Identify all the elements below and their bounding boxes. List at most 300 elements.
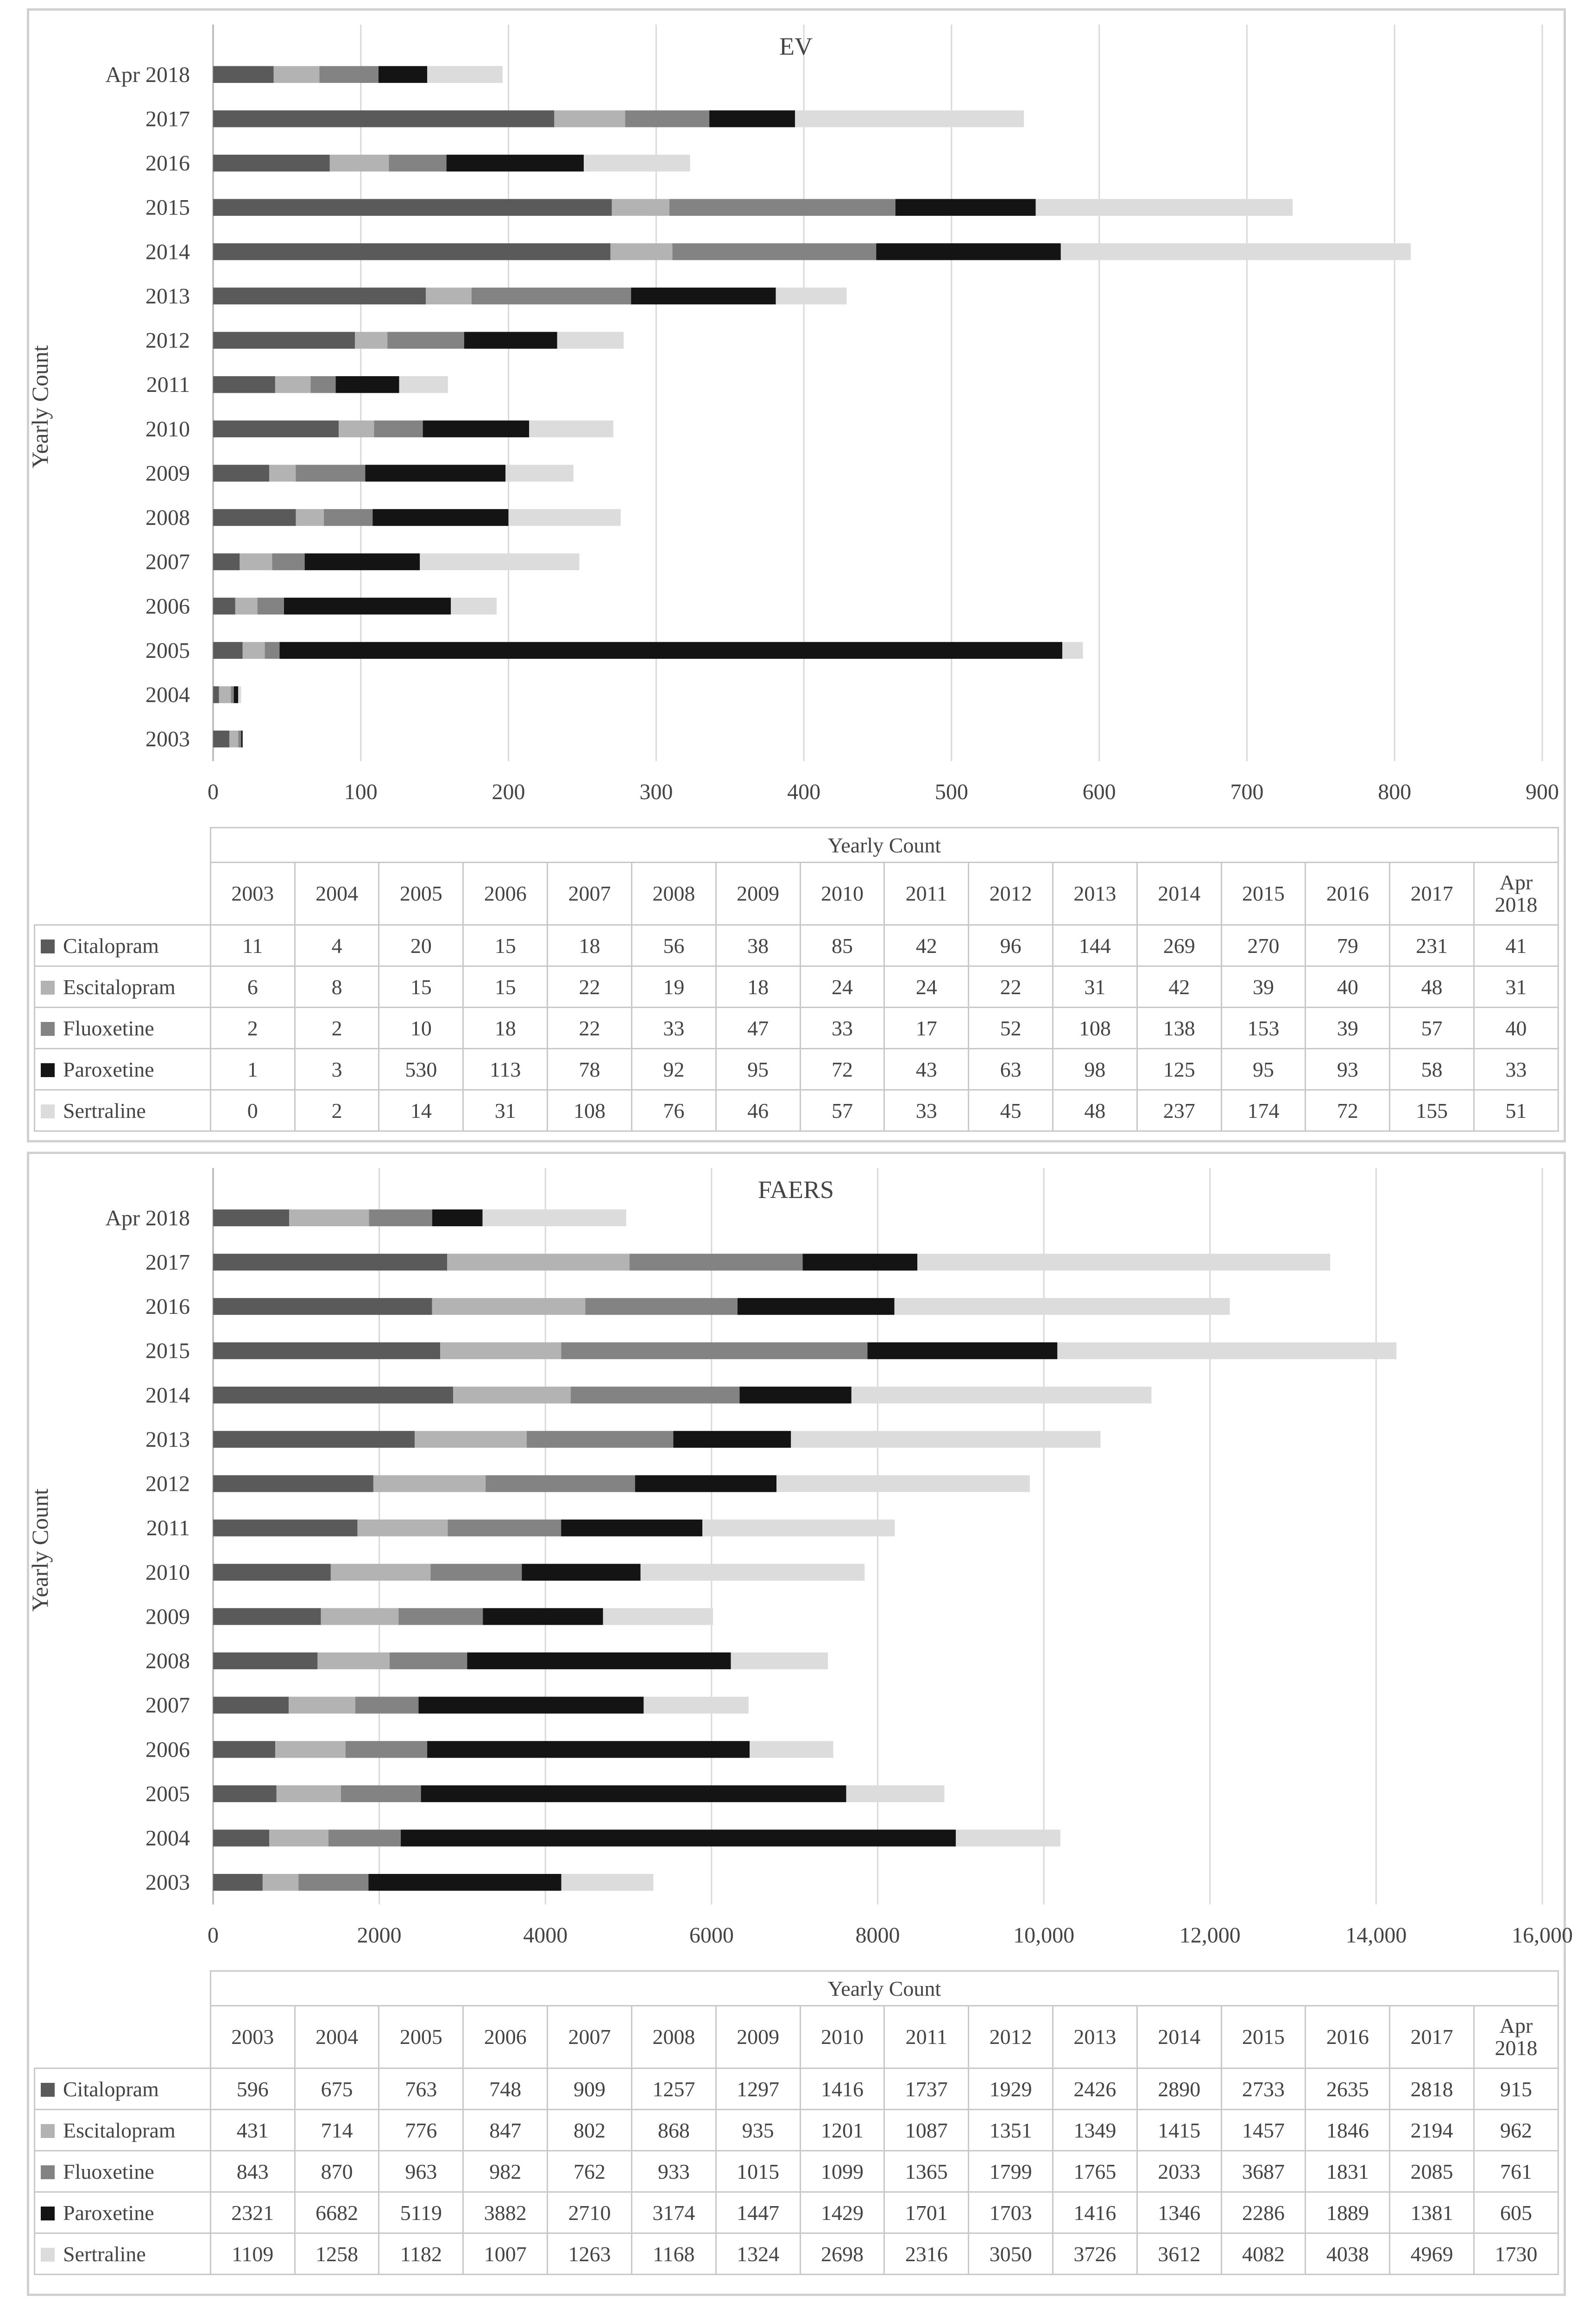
faers-table-caption: Yearly Count (210, 1971, 1558, 2006)
ev-table-cell: 33 (631, 1008, 716, 1049)
ev-table-cell: 231 (1390, 925, 1474, 966)
faers-table-cell: 2286 (1221, 2192, 1306, 2233)
ev-table-cell: 72 (1306, 1090, 1390, 1131)
ev-table-cell: 45 (969, 1090, 1053, 1131)
faers-bar-sertraline-2011 (702, 1520, 895, 1536)
ev-table-cell: 2 (295, 1090, 379, 1131)
faers-bar-escitalopram-2007 (289, 1697, 355, 1714)
ev-bar-citalopram-2007 (213, 554, 240, 570)
ev-bar-paroxetine-2015 (896, 199, 1036, 216)
ev-table-cell: 14 (379, 1090, 463, 1131)
ev-bar-paroxetine-2013 (631, 288, 776, 304)
faers-table-cell: 1168 (631, 2233, 716, 2275)
faers-bar-escitalopram-2016 (432, 1298, 585, 1315)
faers-series-name: Citalopram (63, 2077, 159, 2101)
faers-category-label: 2011 (146, 1516, 190, 1541)
ev-bar-sertraline-2015 (1036, 199, 1293, 216)
faers-table-corner (35, 2006, 211, 2068)
faers-table-cell: 1324 (716, 2233, 800, 2275)
ev-series-label-fluoxetine (35, 1008, 211, 1049)
ev-bar-sertraline-2007 (420, 554, 579, 570)
ev-bar-paroxetine-2010 (423, 421, 530, 437)
faers-bar-sertraline-2007 (643, 1697, 748, 1714)
faers-category-label: 2017 (145, 1250, 190, 1275)
faers-table-cell: 1346 (1137, 2192, 1221, 2233)
faers-table-year-header: 2009 (716, 2006, 800, 2068)
ev-table-cell: 98 (1053, 1049, 1137, 1090)
ev-bar-escitalopram-2011 (275, 376, 311, 393)
faers-series-label-escitalopram (35, 2110, 211, 2151)
ev-bar-citalopram-2015 (213, 199, 612, 216)
faers-table-cell: 2635 (1306, 2068, 1390, 2110)
faers-bar-paroxetine-2010 (522, 1564, 640, 1581)
faers-category-label: 2013 (145, 1427, 190, 1452)
faers-table-cell: 802 (548, 2110, 632, 2151)
ev-bar-fluoxetine-2005 (265, 642, 280, 659)
faers-bar-sertraline-2013 (791, 1431, 1100, 1448)
ev-table-cell: 108 (548, 1090, 632, 1131)
ev-x-tick-label: 600 (1082, 780, 1116, 804)
faers-table-cell: 1007 (463, 2233, 548, 2275)
ev-category-label: 2010 (145, 416, 190, 441)
ev-bar-fluoxetine-2007 (272, 554, 305, 570)
faers-table-cell: 2194 (1390, 2110, 1474, 2151)
ev-bar-sertraline-2005 (1062, 642, 1083, 659)
faers-bar-escitalopram-2017 (447, 1254, 629, 1270)
faers-table-year-header: 2016 (1306, 2006, 1390, 2068)
ev-category-label: 2006 (145, 594, 190, 619)
faers-x-tick-label: 2000 (357, 1923, 402, 1948)
ev-bar-citalopram-2003 (213, 731, 229, 747)
faers-bar-fluoxetine-apr-2018 (369, 1210, 432, 1226)
faers-table-cell: 2033 (1137, 2151, 1221, 2192)
faers-table-cell: 605 (1474, 2192, 1558, 2233)
faers-bar-escitalopram-2011 (357, 1520, 448, 1536)
ev-table-cell: 48 (1053, 1090, 1137, 1131)
ev-table-cell: 24 (884, 966, 969, 1008)
ev-x-tick-label: 800 (1378, 780, 1412, 804)
faers-bar-paroxetine-2011 (561, 1520, 702, 1536)
ev-series-name: Sertraline (63, 1098, 146, 1122)
ev-table-year-header: 2017 (1390, 863, 1474, 925)
faers-bar-sertraline-2006 (750, 1741, 833, 1758)
ev-bar-fluoxetine-2003 (238, 731, 241, 747)
ev-table-cell: 15 (379, 966, 463, 1008)
ev-bar-fluoxetine-2014 (672, 243, 876, 260)
faers-x-tick-label: 4000 (523, 1923, 568, 1948)
faers-stacked-bar-chart (27, 1154, 1573, 1974)
faers-table-cell: 3882 (463, 2192, 548, 2233)
ev-table-cell: 41 (1474, 925, 1558, 966)
faers-category-label: 2006 (145, 1737, 190, 1762)
ev-category-label: 2016 (145, 151, 190, 176)
ev-table-cell: 15 (463, 925, 548, 966)
faers-table-cell: 2890 (1137, 2068, 1221, 2110)
ev-category-label: 2008 (145, 505, 190, 530)
ev-bar-citalopram-2012 (213, 332, 355, 348)
ev-legend-swatch-escitalopram (41, 981, 55, 995)
faers-bar-citalopram-2010 (213, 1564, 331, 1581)
ev-bar-paroxetine-apr-2018 (378, 66, 427, 83)
ev-table-cell: 18 (548, 925, 632, 966)
faers-bar-fluoxetine-2017 (630, 1254, 803, 1270)
faers-bar-paroxetine-2015 (867, 1343, 1057, 1359)
faers-bar-escitalopram-2009 (321, 1608, 399, 1625)
ev-bar-citalopram-2009 (213, 465, 269, 481)
ev-series-name: Escitalopram (63, 975, 176, 999)
ev-bar-escitalopram-2012 (355, 332, 387, 348)
faers-table-row-fluoxetine (35, 2151, 1558, 2192)
faers-table-cell: 1416 (1053, 2192, 1137, 2233)
ev-bar-paroxetine-2005 (279, 642, 1062, 659)
faers-table-year-header: 2007 (548, 2006, 632, 2068)
ev-category-label: 2007 (145, 549, 190, 574)
faers-table-cell: 1087 (884, 2110, 969, 2151)
ev-stacked-bar-chart (29, 11, 1564, 831)
ev-table-cell: 43 (884, 1049, 969, 1090)
ev-bar-citalopram-apr-2018 (213, 66, 274, 83)
faers-bar-paroxetine-2004 (401, 1829, 956, 1846)
faers-bar-fluoxetine-2010 (430, 1564, 522, 1581)
ev-category-label: 2005 (145, 638, 190, 663)
faers-table-cell: 1099 (800, 2151, 884, 2192)
ev-table-cell: 8 (295, 966, 379, 1008)
faers-table-year-header: 2015 (1221, 2006, 1306, 2068)
faers-bar-citalopram-apr-2018 (213, 1210, 289, 1226)
ev-y-axis-title: Yearly Count (27, 345, 53, 468)
faers-table-cell: 2698 (800, 2233, 884, 2275)
ev-table-year-header: 2015 (1221, 863, 1306, 925)
faers-chart-title: FAERS (757, 1176, 834, 1204)
faers-bar-sertraline-2016 (895, 1298, 1230, 1315)
faers-table-cell: 1831 (1306, 2151, 1390, 2192)
ev-category-label: 2012 (145, 328, 190, 353)
faers-category-label: 2007 (145, 1693, 190, 1718)
ev-table-cell: 33 (800, 1008, 884, 1049)
faers-table-cell: 2316 (884, 2233, 969, 2275)
ev-bar-citalopram-2016 (213, 155, 330, 171)
faers-y-axis-title: Yearly Count (27, 1488, 53, 1612)
faers-category-label: 2010 (145, 1560, 190, 1585)
ev-table-cell: 18 (463, 1008, 548, 1049)
faers-bar-escitalopram-2006 (275, 1741, 346, 1758)
ev-legend-swatch-sertraline (41, 1104, 55, 1118)
faers-table-cell: 1737 (884, 2068, 969, 2110)
ev-bar-citalopram-2008 (213, 509, 296, 526)
faers-table-cell: 1846 (1306, 2110, 1390, 2151)
ev-category-label: 2017 (145, 107, 190, 132)
faers-table-row-sertraline (35, 2233, 1558, 2275)
ev-table-cell: 11 (210, 925, 295, 966)
ev-x-tick-label: 100 (344, 780, 378, 804)
faers-legend-swatch-sertraline (41, 2248, 55, 2262)
faers-category-label: 2004 (145, 1826, 190, 1851)
faers-table-row-escitalopram (35, 2110, 1558, 2151)
faers-table-cell: 1365 (884, 2151, 969, 2192)
faers-table-cell: 915 (1474, 2068, 1558, 2110)
ev-table-cell: 155 (1390, 1090, 1474, 1131)
ev-table-cell: 31 (1053, 966, 1137, 1008)
ev-table-cell: 52 (969, 1008, 1053, 1049)
ev-bar-paroxetine-2014 (876, 243, 1060, 260)
ev-table-year-header: 2009 (716, 863, 800, 925)
faers-table-year-header: 2012 (969, 2006, 1053, 2068)
ev-table-cell: 270 (1221, 925, 1306, 966)
ev-bar-sertraline-2012 (557, 332, 624, 348)
ev-bar-fluoxetine-2006 (258, 598, 284, 614)
faers-bar-sertraline-2009 (603, 1608, 713, 1625)
ev-table-cell: 79 (1306, 925, 1390, 966)
ev-bar-fluoxetine-2010 (374, 421, 423, 437)
ev-bar-paroxetine-2003 (241, 731, 243, 747)
faers-legend-swatch-citalopram (41, 2083, 55, 2097)
ev-table-cell: 22 (969, 966, 1053, 1008)
faers-bar-sertraline-2012 (776, 1475, 1030, 1492)
ev-category-label: 2009 (145, 461, 190, 486)
faers-table-cell: 1730 (1474, 2233, 1558, 2275)
faers-table-year-header: 2011 (884, 2006, 969, 2068)
ev-bar-citalopram-2014 (213, 243, 611, 260)
ev-table-cell: 4 (295, 925, 379, 966)
faers-table-cell: 963 (379, 2151, 463, 2192)
faers-bar-paroxetine-2007 (418, 1697, 643, 1714)
ev-series-label-sertraline (35, 1090, 211, 1131)
faers-table-cell: 1457 (1221, 2110, 1306, 2151)
ev-bar-fluoxetine-2012 (387, 332, 464, 348)
ev-table-year-header: 2008 (631, 863, 716, 925)
ev-bar-citalopram-2013 (213, 288, 426, 304)
ev-bar-escitalopram-2003 (229, 731, 238, 747)
faers-table-cell: 870 (295, 2151, 379, 2192)
ev-bar-paroxetine-2006 (284, 598, 451, 614)
faers-x-tick-label: 0 (208, 1923, 219, 1948)
faers-bar-fluoxetine-2009 (398, 1608, 483, 1625)
faers-table-cell: 1381 (1390, 2192, 1474, 2233)
faers-bar-fluoxetine-2013 (527, 1431, 673, 1448)
ev-table-cell: 40 (1474, 1008, 1558, 1049)
ev-series-label-escitalopram (35, 966, 211, 1008)
ev-table-cell: 108 (1053, 1008, 1137, 1049)
ev-bar-sertraline-2006 (451, 598, 497, 614)
faers-table-year-header: 2004 (295, 2006, 379, 2068)
ev-bar-sertraline-2009 (505, 465, 574, 481)
ev-bar-paroxetine-2017 (709, 110, 795, 127)
ev-table-cell: 20 (379, 925, 463, 966)
ev-table-year-header: 2005 (379, 863, 463, 925)
faers-category-label: 2012 (145, 1471, 190, 1496)
ev-bar-citalopram-2010 (213, 421, 339, 437)
faers-table-cell: 1109 (210, 2233, 295, 2275)
faers-bar-paroxetine-2008 (467, 1652, 731, 1669)
ev-category-label: Apr 2018 (105, 62, 190, 87)
faers-table-cell: 596 (210, 2068, 295, 2110)
ev-bar-sertraline-2010 (529, 421, 613, 437)
ev-table-cell: 56 (631, 925, 716, 966)
faers-bar-sertraline-2014 (852, 1387, 1152, 1403)
ev-table-year-header: 2016 (1306, 863, 1390, 925)
ev-x-tick-label: 0 (208, 780, 219, 804)
faers-bar-sertraline-2004 (956, 1829, 1060, 1846)
faers-legend-swatch-paroxetine (41, 2207, 55, 2220)
ev-chart-title: EV (779, 32, 813, 60)
faers-series-label-citalopram (35, 2068, 211, 2110)
faers-category-label: 2016 (145, 1294, 190, 1319)
ev-table-cell: 24 (800, 966, 884, 1008)
ev-table-cell: 1 (210, 1049, 295, 1090)
ev-table-cell: 138 (1137, 1008, 1221, 1049)
ev-table-cell: 18 (716, 966, 800, 1008)
ev-bar-escitalopram-2004 (219, 686, 231, 703)
ev-table-row-fluoxetine (35, 1008, 1558, 1049)
ev-table-cell: 31 (1474, 966, 1558, 1008)
ev-series-label-paroxetine (35, 1049, 211, 1090)
faers-bar-citalopram-2005 (213, 1785, 277, 1802)
ev-table-corner (35, 863, 211, 925)
faers-series-label-sertraline (35, 2233, 211, 2275)
faers-bar-citalopram-2012 (213, 1475, 373, 1492)
ev-table-year-header: 2014 (1137, 863, 1221, 925)
ev-series-name: Citalopram (63, 933, 159, 958)
faers-bar-fluoxetine-2003 (298, 1874, 368, 1891)
faers-table-cell: 714 (295, 2110, 379, 2151)
faers-table-cell: 762 (548, 2151, 632, 2192)
faers-table-cell: 776 (379, 2110, 463, 2151)
faers-bar-escitalopram-2008 (317, 1652, 390, 1669)
faers-table-cell: 4038 (1306, 2233, 1390, 2275)
faers-table-cell: 431 (210, 2110, 295, 2151)
faers-table-year-header: 2005 (379, 2006, 463, 2068)
ev-bar-escitalopram-2015 (612, 199, 669, 216)
ev-table-cell: 237 (1137, 1090, 1221, 1131)
faers-table-cell: 2818 (1390, 2068, 1474, 2110)
faers-bar-fluoxetine-2015 (561, 1343, 867, 1359)
faers-series-name: Fluoxetine (63, 2159, 154, 2183)
faers-table-cell: 4969 (1390, 2233, 1474, 2275)
ev-table-cell: 3 (295, 1049, 379, 1090)
faers-table-cell: 3174 (631, 2192, 716, 2233)
ev-table-cell: 2 (210, 1008, 295, 1049)
faers-table-cell: 748 (463, 2068, 548, 2110)
faers-category-label: 2005 (145, 1781, 190, 1806)
ev-table-year-header: 2006 (463, 863, 548, 925)
faers-bar-fluoxetine-2014 (571, 1387, 740, 1403)
ev-bar-escitalopram-2005 (243, 642, 265, 659)
faers-table-year-header: Apr 2018 (1474, 2006, 1558, 2068)
ev-table-caption: Yearly Count (210, 828, 1558, 863)
faers-table-cell: 763 (379, 2068, 463, 2110)
ev-bar-escitalopram-2016 (330, 155, 389, 171)
ev-table-row-sertraline (35, 1090, 1558, 1131)
faers-legend-swatch-fluoxetine (41, 2165, 55, 2179)
ev-bar-paroxetine-2007 (305, 554, 420, 570)
ev-table-cell: 10 (379, 1008, 463, 1049)
faers-bar-citalopram-2007 (213, 1697, 289, 1714)
faers-bar-fluoxetine-2006 (346, 1741, 427, 1758)
ev-table-cell: 19 (631, 966, 716, 1008)
faers-table-cell: 3687 (1221, 2151, 1306, 2192)
ev-bar-citalopram-2017 (213, 110, 554, 127)
ev-table-cell: 57 (800, 1090, 884, 1131)
faers-bar-sertraline-2005 (846, 1785, 945, 1802)
ev-bar-paroxetine-2008 (372, 509, 508, 526)
ev-category-label: 2003 (145, 727, 190, 752)
faers-bar-citalopram-2016 (213, 1298, 432, 1315)
ev-bar-citalopram-2006 (213, 598, 235, 614)
ev-category-label: 2013 (145, 284, 190, 309)
ev-table-corner (35, 828, 211, 863)
faers-table-cell: 935 (716, 2110, 800, 2151)
ev-table-cell: 0 (210, 1090, 295, 1131)
faers-bar-sertraline-2017 (917, 1254, 1330, 1270)
ev-bar-escitalopram-2010 (339, 421, 374, 437)
ev-table-row-paroxetine (35, 1049, 1558, 1090)
faers-x-tick-label: 8000 (855, 1923, 900, 1948)
ev-bar-escitalopram-2017 (554, 110, 625, 127)
faers-bar-paroxetine-2013 (673, 1431, 791, 1448)
ev-category-label: 2015 (145, 195, 190, 220)
ev-table-cell: 48 (1390, 966, 1474, 1008)
faers-table-row-paroxetine (35, 2192, 1558, 2233)
faers-table-cell: 962 (1474, 2110, 1558, 2151)
faers-bar-paroxetine-2014 (739, 1387, 851, 1403)
ev-bar-fluoxetine-2016 (389, 155, 446, 171)
ev-bar-fluoxetine-2017 (625, 110, 709, 127)
faers-series-name: Paroxetine (63, 2201, 154, 2225)
faers-table-cell: 933 (631, 2151, 716, 2192)
faers-bar-paroxetine-2003 (368, 1874, 561, 1891)
ev-table-cell: 33 (1474, 1049, 1558, 1090)
faers-table-cell: 1415 (1137, 2110, 1221, 2151)
ev-bar-fluoxetine-2008 (324, 509, 372, 526)
faers-table-cell: 909 (548, 2068, 632, 2110)
faers-table-cell: 2710 (548, 2192, 632, 2233)
faers-table-cell: 868 (631, 2110, 716, 2151)
ev-x-tick-label: 500 (934, 780, 968, 804)
faers-legend-swatch-escitalopram (41, 2124, 55, 2138)
faers-x-tick-label: 16,000 (1512, 1923, 1573, 1948)
faers-category-label: 2015 (145, 1338, 190, 1363)
faers-series-name: Sertraline (63, 2242, 146, 2266)
faers-table-cell: 761 (1474, 2151, 1558, 2192)
ev-table-year-header: 2013 (1053, 863, 1137, 925)
faers-table-cell: 1015 (716, 2151, 800, 2192)
ev-x-tick-label: 200 (492, 780, 525, 804)
ev-table-year-header: 2012 (969, 863, 1053, 925)
faers-bar-citalopram-2006 (213, 1741, 275, 1758)
faers-bar-citalopram-2008 (213, 1652, 317, 1669)
faers-bar-citalopram-2014 (213, 1387, 453, 1403)
faers-bar-sertraline-apr-2018 (483, 1210, 626, 1226)
ev-table-cell: 42 (1137, 966, 1221, 1008)
faers-table-cell: 1297 (716, 2068, 800, 2110)
faers-bar-escitalopram-2013 (415, 1431, 527, 1448)
ev-table-cell: 95 (1221, 1049, 1306, 1090)
ev-bar-sertraline-2008 (509, 509, 621, 526)
faers-bar-escitalopram-apr-2018 (289, 1210, 369, 1226)
faers-table-cell: 1351 (969, 2110, 1053, 2151)
faers-table-cell: 1703 (969, 2192, 1053, 2233)
ev-bar-citalopram-2005 (213, 642, 243, 659)
faers-table-cell: 2085 (1390, 2151, 1474, 2192)
faers-table-cell: 2321 (210, 2192, 295, 2233)
ev-table-cell: 15 (463, 966, 548, 1008)
ev-table-cell: 269 (1137, 925, 1221, 966)
faers-bar-fluoxetine-2011 (448, 1520, 561, 1536)
ev-table-year-header: 2011 (884, 863, 969, 925)
ev-category-label: 2011 (146, 372, 190, 397)
faers-bar-citalopram-2011 (213, 1520, 357, 1536)
ev-table-cell: 42 (884, 925, 969, 966)
